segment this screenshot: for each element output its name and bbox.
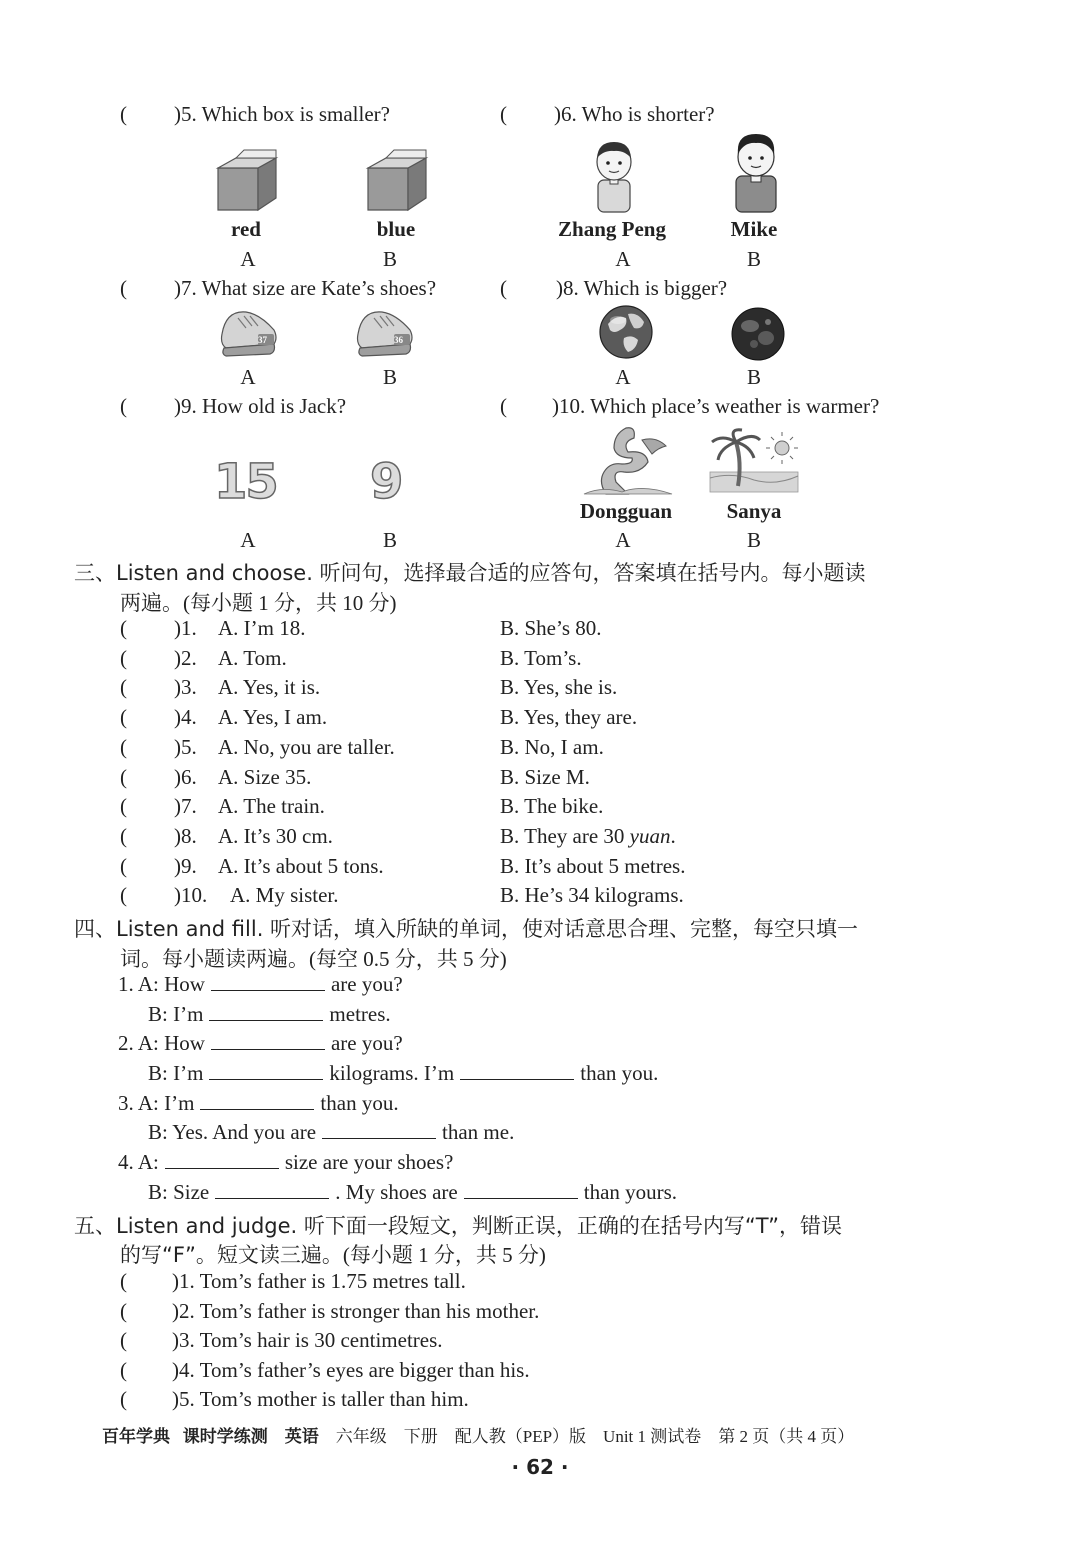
item-number: )6. — [174, 764, 197, 789]
option-a: A. I’m 18. — [218, 616, 306, 640]
option-letter: A — [240, 528, 256, 552]
option-a: A. The train. — [218, 794, 325, 819]
option-b: B. He’s 34 kilograms. — [500, 883, 684, 908]
item-number: )10. — [174, 883, 208, 908]
section-3-title-cont: 两遍。(每小题 1 分，共 10 分) — [120, 591, 397, 615]
judge-statement: )5. Tom’s mother is taller than him. — [172, 1387, 469, 1411]
fill-blank[interactable] — [464, 1180, 578, 1199]
option-b: B. They are 30 yuan. — [500, 823, 676, 848]
option-a: A. Tom. — [218, 645, 287, 670]
option-label: Dongguan — [579, 499, 673, 523]
answer-paren[interactable]: ( — [120, 616, 127, 640]
option-a: A. It’s about 5 tons. — [218, 853, 384, 878]
footer-edition: 配人教（PEP）版 — [454, 1427, 587, 1446]
dongguan-sculpture-icon — [582, 424, 674, 496]
shoe-size-label: 36 — [394, 335, 403, 345]
answer-paren[interactable]: ( — [120, 645, 127, 670]
answer-paren[interactable]: ( — [120, 883, 127, 908]
answer-paren[interactable]: ( — [120, 1328, 127, 1352]
answer-paren[interactable]: ( — [500, 276, 507, 300]
judge-statement: )1. Tom’s father is 1.75 metres tall. — [172, 1269, 466, 1293]
option-label: blue — [376, 217, 416, 241]
option-b: B. The bike. — [500, 794, 604, 819]
box-red-icon — [214, 154, 280, 214]
shoe-size-label: 37 — [258, 335, 267, 345]
footer-grade: 六年级 — [335, 1427, 387, 1446]
option-letter: A — [240, 365, 256, 389]
dialogue-line: B: I’m kilograms. I’m than you. — [148, 1061, 659, 1085]
judge-statement: )2. Tom’s father is stronger than his mother. — [172, 1298, 540, 1323]
question-6: )6. Who is shorter? — [554, 102, 715, 126]
item-number: )9. — [174, 853, 197, 878]
fill-blank[interactable] — [215, 1180, 329, 1199]
option-b: B. She’s 80. — [500, 616, 602, 640]
option-letter: A — [615, 365, 631, 389]
question-7: )7. What size are Kate’s shoes? — [174, 276, 437, 300]
item-number: )8. — [174, 823, 197, 848]
answer-paren[interactable]: ( — [120, 853, 127, 878]
judge-statement: )3. Tom’s hair is 30 centimetres. — [172, 1328, 443, 1352]
option-a: A. It’s 30 cm. — [218, 823, 333, 848]
item-number: )7. — [174, 794, 197, 819]
option-label: Sanya — [726, 499, 782, 523]
option-letter: B — [746, 247, 761, 271]
dialogue-line: 2. A: How are you? — [118, 1031, 403, 1055]
option-b: B. No, I am. — [500, 734, 604, 759]
option-letter: B — [382, 247, 397, 271]
moon-icon — [730, 306, 786, 362]
item-number: )4. — [174, 705, 197, 730]
footer-unit: Unit 1 测试卷 — [603, 1427, 702, 1446]
answer-paren[interactable]: ( — [120, 823, 127, 848]
option-b: B. It’s about 5 metres. — [500, 853, 686, 878]
fill-blank[interactable] — [209, 1061, 323, 1080]
item-number: )5. — [174, 734, 197, 759]
option-label: Zhang Peng — [558, 217, 666, 241]
shoe-icon — [216, 304, 280, 362]
answer-paren[interactable]: ( — [120, 794, 127, 819]
option-a: A. Yes, it is. — [218, 675, 321, 700]
answer-paren[interactable]: ( — [120, 734, 127, 759]
answer-paren[interactable]: ( — [120, 705, 127, 730]
option-letter: B — [746, 528, 761, 552]
fill-blank[interactable] — [460, 1061, 574, 1080]
option-letter: A — [615, 528, 631, 552]
answer-paren[interactable]: ( — [120, 394, 127, 418]
question-5: )5. Which box is smaller? — [174, 102, 390, 126]
option-letter: A — [240, 247, 256, 271]
answer-paren[interactable]: ( — [120, 102, 127, 126]
option-b: B. Yes, they are. — [500, 705, 638, 730]
footer — [102, 1422, 854, 1447]
answer-paren[interactable]: ( — [120, 276, 127, 300]
option-label: Mike — [730, 217, 778, 241]
item-number: )3. — [174, 675, 197, 700]
fill-blank[interactable] — [209, 1002, 323, 1021]
option-label: red — [231, 217, 261, 241]
answer-paren[interactable]: ( — [120, 1269, 127, 1293]
dialogue-line: B: Yes. And you are than me. — [148, 1120, 515, 1144]
section-3-title: 三、Listen and choose. 听问句，选择最合适的应答句，答案填在括号内。每小题读 — [74, 561, 866, 585]
option-letter: A — [615, 247, 631, 271]
age-number: 9 — [370, 454, 404, 510]
answer-paren[interactable]: ( — [500, 102, 507, 126]
question-8: )8. Which is bigger? — [556, 276, 728, 300]
option-letter: B — [382, 365, 397, 389]
dialogue-line: B: Size . My shoes are than yours. — [148, 1180, 678, 1204]
item-number: )1. — [174, 616, 197, 640]
answer-paren[interactable]: ( — [120, 675, 127, 700]
option-b: B. Size M. — [500, 764, 590, 789]
sanya-beach-icon — [708, 428, 800, 494]
page-number: · 62 · — [511, 1455, 569, 1479]
earth-icon — [598, 304, 654, 360]
option-letter: B — [382, 528, 397, 552]
dialogue-line: B: I’m metres. — [148, 1002, 391, 1026]
section-4-title-cont: 词。每小题读两遍。(每空 0.5 分，共 5 分) — [120, 947, 507, 971]
section-4-title: 四、Listen and fill. 听对话，填入所缺的单词，使对话意思合理、完整，每空只填一 — [74, 917, 859, 941]
footer-volume: 下册 — [403, 1427, 438, 1446]
boy-tall-icon — [726, 130, 786, 214]
fill-blank[interactable] — [211, 1031, 325, 1050]
option-b: B. Yes, she is. — [500, 675, 618, 700]
option-a: A. Size 35. — [218, 764, 312, 789]
fill-blank[interactable] — [165, 1150, 279, 1169]
answer-paren[interactable]: ( — [120, 764, 127, 789]
age-number: 15 — [214, 454, 277, 510]
footer-subject: 英语 — [284, 1427, 319, 1446]
option-a: A. No, you are taller. — [218, 734, 395, 759]
footer-series: 课时学练测 — [182, 1427, 268, 1447]
section-5-title-cont: 的写“F”。短文读三遍。(每小题 1 分，共 5 分) — [120, 1243, 546, 1267]
dialogue-line: 3. A: I’m than you. — [118, 1091, 399, 1115]
fill-blank[interactable] — [200, 1091, 314, 1110]
item-number: )2. — [174, 645, 197, 670]
dialogue-line: 4. A: size are your shoes? — [118, 1150, 454, 1174]
option-letter: B — [746, 365, 761, 389]
option-a: A. My sister. — [230, 883, 339, 908]
option-a: A. Yes, I am. — [218, 705, 328, 730]
answer-paren[interactable]: ( — [120, 1357, 127, 1382]
dialogue-line: 1. A: How are you? — [118, 972, 403, 996]
box-blue-icon — [364, 154, 430, 214]
footer-page: 第 2 页（共 4 页） — [718, 1427, 855, 1446]
answer-paren[interactable]: ( — [500, 394, 507, 418]
question-10: )10. Which place’s weather is warmer? — [552, 394, 880, 418]
question-9: )9. How old is Jack? — [174, 394, 347, 418]
fill-blank[interactable] — [322, 1120, 436, 1139]
answer-paren[interactable]: ( — [120, 1298, 127, 1323]
boy-short-icon — [584, 136, 644, 214]
shoe-icon — [352, 304, 416, 362]
answer-paren[interactable]: ( — [120, 1387, 127, 1411]
option-b: B. Tom’s. — [500, 645, 582, 670]
fill-blank[interactable] — [211, 972, 325, 991]
section-5-title: 五、Listen and judge. 听下面一段短文，判断正误，正确的在括号内写“T”，错误 — [74, 1214, 842, 1238]
footer-brand: 百年学典 — [102, 1427, 170, 1447]
judge-statement: )4. Tom’s father’s eyes are bigger than his. — [172, 1357, 530, 1382]
